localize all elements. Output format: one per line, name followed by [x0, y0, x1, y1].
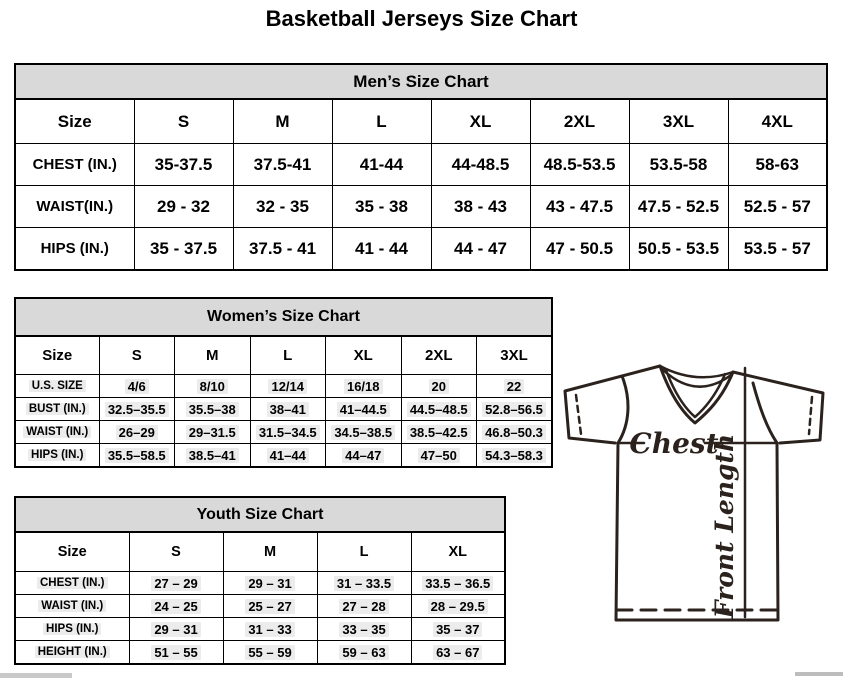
- bottom-right-fragment: [795, 672, 843, 676]
- womens-size-table: [14, 297, 553, 468]
- page-title: Basketball Jerseys Size Chart: [265, 6, 578, 31]
- size-value: 52.8–56.5: [477, 398, 553, 421]
- size-value: 35.5–38: [175, 398, 251, 421]
- column-header-s: S: [99, 336, 175, 375]
- size-value: 31.5–34.5: [250, 421, 326, 444]
- row-label: WAIST(IN.): [15, 186, 134, 228]
- mens-table-row: [15, 186, 827, 228]
- size-value: 31 – 33: [223, 618, 317, 641]
- size-value: 25 – 27: [223, 595, 317, 618]
- column-header-xl: XL: [326, 336, 402, 375]
- size-value: 38 - 43: [431, 186, 530, 228]
- column-header-l: L: [317, 532, 411, 572]
- size-column-label: Size: [15, 336, 99, 375]
- mens-table-title: Men’s Size Chart: [15, 64, 827, 99]
- jersey-right-seam: [753, 383, 777, 443]
- row-label: HIPS (IN.): [15, 444, 99, 468]
- bottom-left-fragment: [0, 673, 72, 678]
- jersey-left-seam: [618, 376, 628, 443]
- size-column-label: Size: [15, 532, 129, 572]
- youth-table-row: [15, 641, 505, 665]
- womens-table-row: [15, 375, 552, 398]
- column-header-3xl: 3XL: [477, 336, 553, 375]
- size-value: 4/6: [99, 375, 175, 398]
- mens-header-row: [15, 99, 827, 144]
- size-value: 58-63: [728, 144, 827, 186]
- youth-table-row: [15, 572, 505, 595]
- row-label: HIPS (IN.): [15, 618, 129, 641]
- size-value: 41-44: [332, 144, 431, 186]
- size-value: 35 - 37.5: [134, 228, 233, 271]
- column-header-3xl: 3XL: [629, 99, 728, 144]
- size-value: 35 – 37: [411, 618, 505, 641]
- size-value: 46.8–50.3: [477, 421, 553, 444]
- size-value: 29 – 31: [129, 618, 223, 641]
- size-value: 32.5–35.5: [99, 398, 175, 421]
- youth-table-row: [15, 618, 505, 641]
- size-value: 38–41: [250, 398, 326, 421]
- size-value: 31 – 33.5: [317, 572, 411, 595]
- row-label: CHEST (IN.): [15, 572, 129, 595]
- jersey-left-cuff-stitch: [576, 395, 581, 434]
- size-value: 47 - 50.5: [530, 228, 629, 271]
- size-column-label: Size: [15, 99, 134, 144]
- womens-table-title: Women’s Size Chart: [15, 298, 552, 336]
- size-value: 8/10: [175, 375, 251, 398]
- womens-table-row: [15, 444, 552, 468]
- size-value: 22: [477, 375, 553, 398]
- size-value: 34.5–38.5: [326, 421, 402, 444]
- size-value: 37.5-41: [233, 144, 332, 186]
- column-header-2xl: 2XL: [530, 99, 629, 144]
- column-header-s: S: [134, 99, 233, 144]
- row-label: U.S. SIZE: [15, 375, 99, 398]
- mens-size-table: [14, 63, 828, 271]
- size-value: 38.5–41: [175, 444, 251, 468]
- size-value: 48.5-53.5: [530, 144, 629, 186]
- youth-header-row: [15, 532, 505, 572]
- womens-table-row: [15, 421, 552, 444]
- size-value: 47.5 - 52.5: [629, 186, 728, 228]
- size-value: 35.5–58.5: [99, 444, 175, 468]
- size-value: 27 – 29: [129, 572, 223, 595]
- size-value: 12/14: [250, 375, 326, 398]
- column-header-xl: XL: [411, 532, 505, 572]
- youth-table-row: [15, 595, 505, 618]
- column-header-l: L: [332, 99, 431, 144]
- size-value: 43 - 47.5: [530, 186, 629, 228]
- size-value: 33.5 – 36.5: [411, 572, 505, 595]
- size-value: 50.5 - 53.5: [629, 228, 728, 271]
- size-value: 47–50: [401, 444, 477, 468]
- size-value: 29 – 31: [223, 572, 317, 595]
- size-value: 63 – 67: [411, 641, 505, 665]
- row-label: WAIST (IN.): [15, 595, 129, 618]
- size-value: 28 – 29.5: [411, 595, 505, 618]
- size-value: 44 - 47: [431, 228, 530, 271]
- size-value: 53.5-58: [629, 144, 728, 186]
- jersey-diagram: [556, 354, 840, 632]
- column-header-s: S: [129, 532, 223, 572]
- column-header-xl: XL: [431, 99, 530, 144]
- size-value: 54.3–58.3: [477, 444, 553, 468]
- size-value: 24 – 25: [129, 595, 223, 618]
- column-header-4xl: 4XL: [728, 99, 827, 144]
- mens-table-row: [15, 144, 827, 186]
- size-value: 53.5 - 57: [728, 228, 827, 271]
- youth-size-table: [14, 496, 506, 665]
- mens-table-row: [15, 228, 827, 271]
- column-header-l: L: [250, 336, 326, 375]
- size-value: 41 - 44: [332, 228, 431, 271]
- size-value: 35 - 38: [332, 186, 431, 228]
- column-header-m: M: [233, 99, 332, 144]
- column-header-m: M: [223, 532, 317, 572]
- row-label: CHEST (IN.): [15, 144, 134, 186]
- size-value: 41–44: [250, 444, 326, 468]
- row-label: HIPS (IN.): [15, 228, 134, 271]
- size-value: 55 – 59: [223, 641, 317, 665]
- size-value: 20: [401, 375, 477, 398]
- size-value: 44.5–48.5: [401, 398, 477, 421]
- size-value: 52.5 - 57: [728, 186, 827, 228]
- size-value: 29–31.5: [175, 421, 251, 444]
- column-header-m: M: [175, 336, 251, 375]
- size-value: 44-48.5: [431, 144, 530, 186]
- size-value: 29 - 32: [134, 186, 233, 228]
- size-value: 27 – 28: [317, 595, 411, 618]
- womens-table-row: [15, 398, 552, 421]
- jersey-body: [616, 443, 778, 620]
- size-value: 37.5 - 41: [233, 228, 332, 271]
- jersey-right-cuff-stitch: [809, 397, 812, 434]
- size-value: 41–44.5: [326, 398, 402, 421]
- size-value: 44–47: [326, 444, 402, 468]
- size-value: 33 – 35: [317, 618, 411, 641]
- chest-label: Chest: [629, 427, 719, 460]
- size-value: 38.5–42.5: [401, 421, 477, 444]
- size-value: 59 – 63: [317, 641, 411, 665]
- front-length-label: Front Length: [710, 433, 739, 619]
- size-value: 35-37.5: [134, 144, 233, 186]
- row-label: WAIST (IN.): [15, 421, 99, 444]
- size-value: 26–29: [99, 421, 175, 444]
- column-header-2xl: 2XL: [401, 336, 477, 375]
- womens-header-row: [15, 336, 552, 375]
- youth-table-title: Youth Size Chart: [15, 497, 505, 532]
- row-label: BUST (IN.): [15, 398, 99, 421]
- row-label: HEIGHT (IN.): [15, 641, 129, 665]
- size-value: 51 – 55: [129, 641, 223, 665]
- size-value: 16/18: [326, 375, 402, 398]
- size-value: 32 - 35: [233, 186, 332, 228]
